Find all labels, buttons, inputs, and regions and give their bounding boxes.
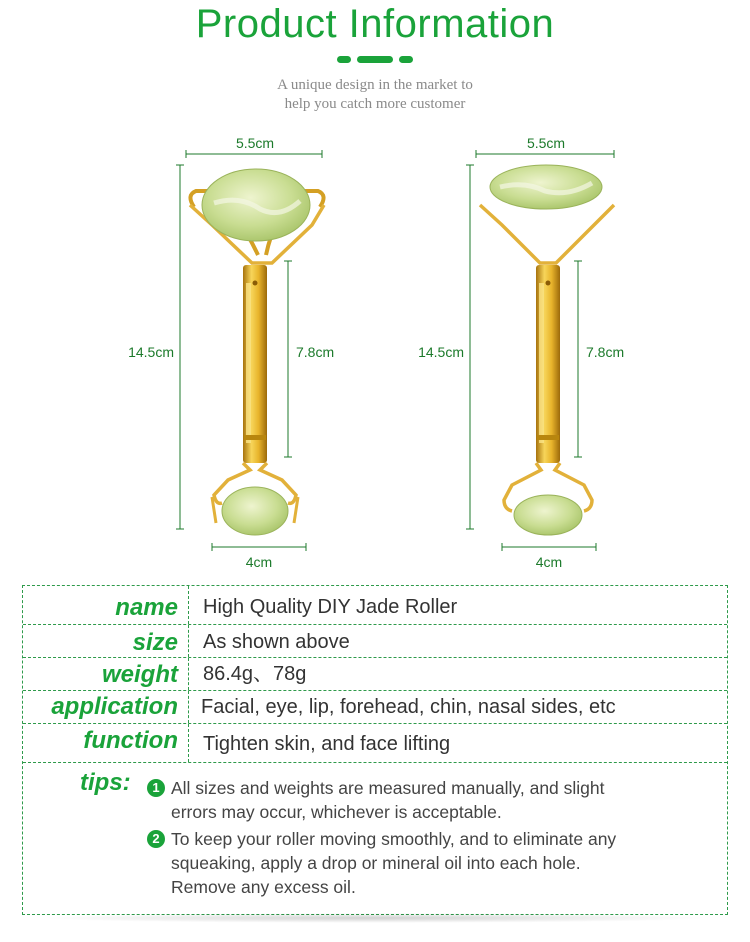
tip-line: All sizes and weights are measured manually, and slight [171, 778, 605, 798]
subtitle-line-2: help you catch more customer [284, 96, 466, 112]
spec-value: As shown above [203, 631, 350, 653]
spec-value: High Quality DIY Jade Roller [203, 596, 458, 618]
tip-line: To keep your roller moving smoothly, and to eliminate any [171, 829, 617, 849]
dim-total-length-left: 14.5cm [128, 344, 174, 360]
dim-small-roller-left: 4cm [245, 554, 273, 570]
tip-text-2 [171, 827, 711, 899]
table-shadow [40, 913, 710, 923]
dim-handle-length-left: 7.8cm [296, 344, 335, 360]
spec-row-weight [23, 658, 727, 691]
dim-handle-length-right: 7.8cm [586, 344, 625, 360]
product-dimension-diagram [0, 125, 750, 580]
tip-number-2-icon: 2 [147, 830, 165, 848]
spec-row-function [23, 724, 727, 763]
subtitle [0, 76, 750, 114]
subtitle-line-1: A unique design in the market to [277, 77, 473, 93]
spec-value: Facial, eye, lip, forehead, chin, nasal sides, etc [201, 696, 616, 718]
tips-label: tips: [80, 769, 131, 796]
spec-value: Tighten skin, and face lifting [203, 733, 451, 755]
dim-total-length-right: 14.5cm [418, 344, 464, 360]
spec-row-name [23, 586, 727, 625]
spec-label: application [23, 691, 189, 723]
spec-value: 86.4g、78g [203, 663, 307, 685]
tip-text-1 [171, 776, 711, 824]
dim-roller-width-left: 5.5cm [235, 135, 275, 151]
tip-line: errors may occur, whichever is acceptable. [171, 802, 502, 822]
dim-roller-width-right: 5.5cm [526, 135, 566, 151]
spec-table [22, 585, 728, 915]
title-divider [337, 56, 417, 64]
spec-row-application [23, 691, 727, 724]
spec-label: weight [23, 658, 189, 690]
page-title: Product Information [195, 2, 555, 46]
dim-small-roller-right: 4cm [535, 554, 563, 570]
spec-label: name [23, 586, 189, 624]
spec-row-size [23, 625, 727, 658]
tip-line: Remove any excess oil. [171, 877, 356, 897]
tip-line: squeaking, apply a drop or mineral oil into each hole. [171, 853, 581, 873]
tip-number-1-icon: 1 [147, 779, 165, 797]
spec-label: size [23, 625, 189, 657]
spec-label: function [23, 724, 189, 762]
